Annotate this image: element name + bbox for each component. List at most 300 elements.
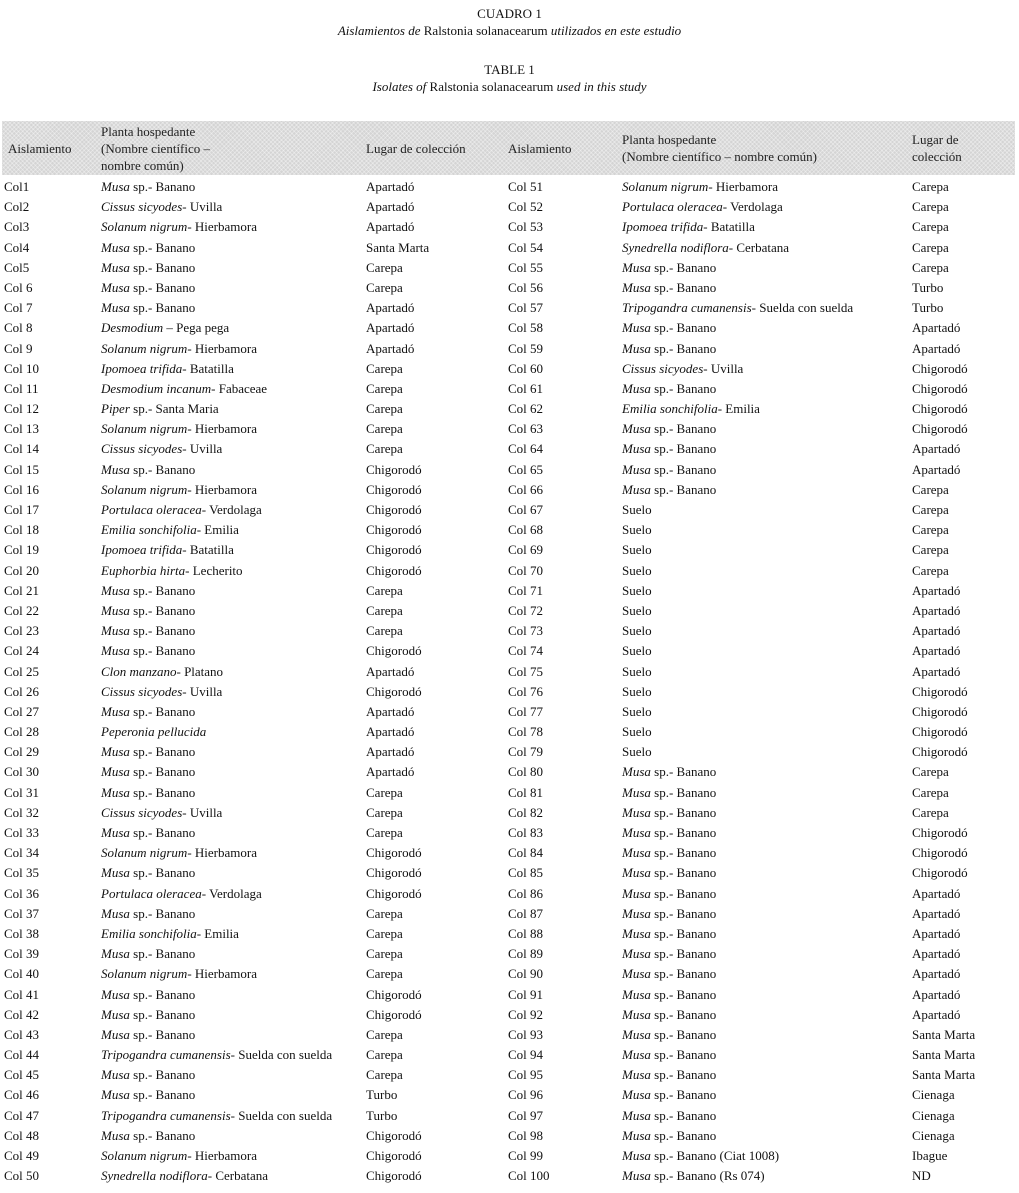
scientific-name: Musa bbox=[622, 421, 651, 437]
table-row bbox=[0, 682, 1019, 702]
common-name: sp.- Banano bbox=[129, 582, 196, 598]
isolate-cell: Col 58 bbox=[508, 320, 544, 336]
location-cell: Apartadó bbox=[366, 219, 415, 235]
common-name: sp.- Banano bbox=[129, 179, 196, 194]
location-cell: Apartadó bbox=[366, 663, 415, 679]
table-row bbox=[0, 863, 1019, 883]
common-name: sp.- Banano bbox=[650, 380, 717, 396]
isolate-cell: Col 65 bbox=[508, 461, 544, 477]
location-cell: Apartadó bbox=[366, 300, 415, 316]
host-cell bbox=[101, 1126, 195, 1146]
host-cell bbox=[622, 500, 652, 520]
scientific-name: Musa bbox=[101, 1087, 130, 1103]
scientific-name: Emilia sonchifolia bbox=[101, 925, 197, 941]
location-cell: Carepa bbox=[366, 259, 403, 275]
location-cell: Chigorodó bbox=[366, 986, 422, 1002]
host-cell bbox=[622, 783, 716, 803]
host-cell bbox=[622, 379, 716, 399]
location-cell: Carepa bbox=[366, 804, 403, 820]
common-name: sp.- Banano bbox=[650, 441, 717, 457]
host-cell bbox=[101, 561, 243, 581]
isolate-cell: Col 27 bbox=[4, 703, 40, 719]
isolate-cell: Col 94 bbox=[508, 1047, 544, 1063]
common-name: sp.- Banano (Rs 074) bbox=[650, 1168, 765, 1184]
table-row bbox=[0, 500, 1019, 520]
host-cell bbox=[622, 823, 716, 843]
location-cell: Chigorodó bbox=[366, 1168, 422, 1184]
isolate-cell: Col 73 bbox=[508, 623, 544, 639]
common-name: Suelo bbox=[622, 602, 652, 618]
common-name: Suelo bbox=[622, 724, 652, 740]
common-name: - Hierbamora bbox=[187, 845, 257, 861]
common-name: - Uvilla bbox=[703, 360, 744, 376]
location-cell: Apartadó bbox=[366, 340, 415, 356]
isolate-cell: Col 98 bbox=[508, 1127, 544, 1143]
host-cell bbox=[101, 985, 195, 1005]
location-cell: Apartadó bbox=[912, 946, 961, 962]
isolate-cell: Col 59 bbox=[508, 340, 544, 356]
isolate-cell: Col 77 bbox=[508, 703, 544, 719]
common-name: Suelo bbox=[622, 744, 652, 760]
isolate-cell: Col 10 bbox=[4, 360, 40, 376]
isolate-cell: Col 57 bbox=[508, 300, 544, 316]
table-header bbox=[2, 121, 1015, 175]
location-cell: Apartadó bbox=[912, 340, 961, 356]
location-cell: Chigorodó bbox=[912, 380, 968, 396]
common-name: - Hierbamora bbox=[187, 1148, 257, 1163]
host-cell bbox=[101, 520, 239, 540]
host-cell bbox=[622, 540, 652, 560]
location-cell: Chigorodó bbox=[912, 360, 968, 376]
isolate-cell: Col 39 bbox=[4, 946, 40, 962]
scientific-name: Desmodium incanum bbox=[101, 380, 212, 396]
scientific-name: Musa bbox=[622, 340, 651, 356]
table-row bbox=[0, 540, 1019, 560]
isolate-cell: Col 15 bbox=[4, 461, 40, 477]
isolate-cell: Col 86 bbox=[508, 885, 544, 901]
table-row bbox=[0, 419, 1019, 439]
host-cell bbox=[101, 359, 234, 379]
common-name: sp.- Banano bbox=[129, 461, 196, 477]
scientific-name: Emilia sonchifolia bbox=[101, 522, 197, 538]
host-cell bbox=[622, 460, 716, 480]
table-row bbox=[0, 1025, 1019, 1045]
scientific-name: Musa bbox=[622, 461, 651, 477]
isolate-cell: Col 20 bbox=[4, 562, 40, 578]
host-cell bbox=[622, 1166, 765, 1186]
table-row bbox=[0, 762, 1019, 782]
scientific-name: Musa bbox=[622, 1067, 651, 1083]
caption-en-title bbox=[0, 79, 1019, 95]
common-name: - Hierbamora bbox=[187, 421, 257, 437]
scientific-name: Euphorbia hirta bbox=[101, 562, 186, 578]
host-cell bbox=[622, 641, 652, 661]
common-name: sp.- Banano bbox=[129, 703, 196, 719]
location-cell: Apartadó bbox=[366, 199, 415, 215]
location-cell: Apartadó bbox=[366, 724, 415, 740]
location-cell: Carepa bbox=[366, 946, 403, 962]
scientific-name: Musa bbox=[622, 1087, 651, 1103]
common-name: sp.- Banano bbox=[650, 966, 717, 982]
isolate-cell: Col 21 bbox=[4, 582, 40, 598]
isolate-cell: Col 63 bbox=[508, 421, 544, 437]
location-cell: Apartadó bbox=[912, 663, 961, 679]
location-cell: Carepa bbox=[366, 360, 403, 376]
location-cell: Apartadó bbox=[366, 744, 415, 760]
common-name: sp.- Banano bbox=[129, 259, 196, 275]
isolate-cell: Col 56 bbox=[508, 279, 544, 295]
common-name: sp.- Banano bbox=[650, 865, 717, 881]
isolate-cell: Col 54 bbox=[508, 239, 544, 255]
scientific-name: Musa bbox=[622, 764, 651, 780]
scientific-name: Musa bbox=[622, 784, 651, 800]
scientific-name: Cissus sicyodes bbox=[101, 199, 183, 215]
location-cell: Chigorodó bbox=[912, 865, 968, 881]
common-name: sp.- Banano bbox=[129, 1087, 196, 1103]
location-cell: Carepa bbox=[366, 279, 403, 295]
scientific-name: Tripogandra cumanensis bbox=[622, 300, 752, 316]
common-name: - Suelda con suelda bbox=[230, 1107, 333, 1123]
host-cell bbox=[622, 964, 716, 984]
host-cell bbox=[622, 601, 652, 621]
table-row bbox=[0, 1085, 1019, 1105]
isolate-cell: Col 28 bbox=[4, 724, 40, 740]
scientific-name: Solanum nigrum bbox=[101, 219, 188, 235]
location-cell: Chigorodó bbox=[366, 683, 422, 699]
scientific-name: Musa bbox=[101, 905, 130, 921]
common-name: sp.- Banano bbox=[129, 623, 196, 639]
table-row bbox=[0, 177, 1019, 197]
location-cell: Apartadó bbox=[912, 461, 961, 477]
host-cell bbox=[622, 843, 716, 863]
location-cell: Cienaga bbox=[912, 1127, 955, 1143]
table-row bbox=[0, 238, 1019, 258]
scientific-name: Musa bbox=[101, 764, 130, 780]
isolate-cell: Col 25 bbox=[4, 663, 40, 679]
scientific-name: Musa bbox=[622, 1168, 651, 1184]
host-cell bbox=[101, 863, 195, 883]
caption-en-text-a: Isolates of bbox=[372, 79, 430, 94]
isolate-cell: Col 44 bbox=[4, 1047, 40, 1063]
scientific-name: Ipomoea trifida bbox=[101, 360, 183, 376]
table-row bbox=[0, 1045, 1019, 1065]
location-cell: Carepa bbox=[912, 542, 949, 558]
isolate-cell: Col 40 bbox=[4, 966, 40, 982]
common-name: sp.- Banano bbox=[650, 259, 717, 275]
scientific-name: Musa bbox=[101, 784, 130, 800]
isolate-cell: Col 87 bbox=[508, 905, 544, 921]
scientific-name: Musa bbox=[622, 481, 651, 497]
scientific-name: Musa bbox=[101, 602, 130, 618]
table-body bbox=[0, 177, 1019, 1186]
host-cell bbox=[101, 1045, 332, 1065]
table-row bbox=[0, 439, 1019, 459]
location-cell: Carepa bbox=[366, 421, 403, 437]
isolate-cell: Col 13 bbox=[4, 421, 40, 437]
common-name: - Emilia bbox=[196, 925, 239, 941]
common-name: sp.- Banano bbox=[650, 1087, 717, 1103]
scientific-name: Musa bbox=[622, 1148, 651, 1163]
host-cell bbox=[622, 238, 789, 258]
scientific-name: Musa bbox=[622, 865, 651, 881]
host-cell bbox=[622, 742, 652, 762]
isolate-cell: Col 33 bbox=[4, 825, 40, 840]
location-cell: Apartadó bbox=[912, 320, 961, 336]
common-name: - Cerbatana bbox=[728, 239, 790, 255]
isolate-cell: Col 93 bbox=[508, 1026, 544, 1042]
isolate-cell: Col4 bbox=[4, 239, 30, 255]
common-name: sp.- Banano bbox=[129, 865, 196, 881]
common-name: sp.- Banano bbox=[650, 825, 717, 840]
scientific-name: Ipomoea trifida bbox=[101, 542, 183, 558]
isolate-cell: Col 18 bbox=[4, 522, 40, 538]
location-cell: Carepa bbox=[912, 784, 949, 800]
host-cell bbox=[622, 520, 652, 540]
table-row bbox=[0, 1126, 1019, 1146]
location-cell: Apartadó bbox=[366, 179, 415, 194]
host-cell bbox=[622, 561, 652, 581]
scientific-name: Musa bbox=[101, 825, 130, 840]
location-cell: Carepa bbox=[366, 1067, 403, 1083]
location-cell: ND bbox=[912, 1168, 931, 1184]
host-cell bbox=[622, 1106, 716, 1126]
location-cell: Apartadó bbox=[912, 582, 961, 598]
location-cell: Chigorodó bbox=[366, 1006, 422, 1022]
isolate-cell: Col 90 bbox=[508, 966, 544, 982]
isolate-cell: Col 88 bbox=[508, 925, 544, 941]
scientific-name: Musa bbox=[622, 1127, 651, 1143]
location-cell: Chigorodó bbox=[912, 744, 968, 760]
header-host-left-line3: nombre común) bbox=[101, 158, 184, 173]
common-name: sp.- Banano bbox=[129, 744, 196, 760]
isolate-cell: Col 79 bbox=[508, 744, 544, 760]
common-name: - Lecherito bbox=[185, 562, 243, 578]
isolate-cell: Col 12 bbox=[4, 401, 40, 417]
table-row bbox=[0, 339, 1019, 359]
isolate-cell: Col 9 bbox=[4, 340, 33, 356]
location-cell: Carepa bbox=[366, 784, 403, 800]
host-cell bbox=[622, 298, 853, 318]
common-name: sp.- Banano bbox=[650, 804, 717, 820]
isolate-cell: Col 32 bbox=[4, 804, 40, 820]
location-cell: Chigorodó bbox=[912, 683, 968, 699]
caption-es-text-a: Aislamientos de bbox=[337, 23, 424, 38]
host-cell bbox=[101, 742, 195, 762]
isolate-cell: Col 99 bbox=[508, 1148, 544, 1163]
location-cell: Apartadó bbox=[912, 623, 961, 639]
scientific-name: Musa bbox=[101, 259, 130, 275]
common-name: - Platano bbox=[176, 663, 224, 679]
table-row bbox=[0, 399, 1019, 419]
isolate-cell: Col 47 bbox=[4, 1107, 40, 1123]
scientific-name: Peperonia pellucida bbox=[101, 724, 207, 740]
common-name: - Hierbamora bbox=[187, 966, 257, 982]
common-name: sp.- Banano bbox=[129, 905, 196, 921]
isolate-cell: Col 49 bbox=[4, 1148, 40, 1163]
table-row bbox=[0, 359, 1019, 379]
isolate-cell: Col 11 bbox=[4, 380, 39, 396]
isolate-cell: Col5 bbox=[4, 259, 30, 275]
host-cell bbox=[622, 258, 716, 278]
location-cell: Cienaga bbox=[912, 1087, 955, 1103]
host-cell bbox=[622, 884, 716, 904]
host-cell bbox=[101, 1106, 332, 1126]
scientific-name: Musa bbox=[101, 239, 130, 255]
common-name: Suelo bbox=[622, 623, 652, 639]
host-cell bbox=[101, 399, 219, 419]
common-name: - Verdolaga bbox=[722, 199, 783, 215]
table-row bbox=[0, 217, 1019, 237]
scientific-name: Musa bbox=[622, 380, 651, 396]
location-cell: Turbo bbox=[366, 1107, 398, 1123]
host-cell bbox=[622, 702, 652, 722]
table-row bbox=[0, 783, 1019, 803]
location-cell: Carepa bbox=[912, 259, 949, 275]
location-cell: Carepa bbox=[366, 966, 403, 982]
scientific-name: Ipomoea trifida bbox=[622, 219, 704, 235]
common-name: - Uvilla bbox=[182, 804, 223, 820]
table-row bbox=[0, 884, 1019, 904]
header-host-left-line1: Planta hospedante bbox=[101, 124, 196, 139]
isolate-cell: Col1 bbox=[4, 179, 30, 194]
location-cell: Carepa bbox=[912, 522, 949, 538]
scientific-name: Musa bbox=[622, 825, 651, 840]
isolate-cell: Col 84 bbox=[508, 845, 544, 861]
host-cell bbox=[622, 318, 716, 338]
isolate-cell: Col 29 bbox=[4, 744, 40, 760]
scientific-name: Cissus sicyodes bbox=[101, 804, 183, 820]
common-name: sp.- Banano bbox=[650, 1127, 717, 1143]
location-cell: Chigorodó bbox=[366, 562, 422, 578]
header-location-right-line1: Lugar de bbox=[912, 132, 959, 147]
host-cell bbox=[101, 884, 262, 904]
location-cell: Chigorodó bbox=[366, 885, 422, 901]
isolate-cell: Col 66 bbox=[508, 481, 544, 497]
isolate-cell: Col 91 bbox=[508, 986, 544, 1002]
scientific-name: Clon manzano bbox=[101, 663, 177, 679]
table-row bbox=[0, 843, 1019, 863]
location-cell: Ibague bbox=[912, 1148, 948, 1163]
location-cell: Carepa bbox=[366, 825, 403, 840]
common-name: - Emilia bbox=[196, 522, 239, 538]
location-cell: Carepa bbox=[366, 925, 403, 941]
host-cell bbox=[101, 1146, 257, 1166]
scientific-name: Musa bbox=[101, 744, 130, 760]
isolate-cell: Col 67 bbox=[508, 502, 544, 517]
location-cell: Apartadó bbox=[912, 905, 961, 921]
common-name: sp.- Banano bbox=[650, 905, 717, 921]
location-cell: Chigorodó bbox=[912, 825, 968, 840]
location-cell: Carepa bbox=[912, 219, 949, 235]
location-cell: Chigorodó bbox=[366, 1148, 422, 1163]
table-row bbox=[0, 197, 1019, 217]
common-name: - Emilia bbox=[717, 401, 760, 417]
table-row bbox=[0, 258, 1019, 278]
location-cell: Apartadó bbox=[912, 885, 961, 901]
location-cell: Carepa bbox=[912, 179, 949, 194]
location-cell: Turbo bbox=[366, 1087, 398, 1103]
host-cell bbox=[101, 702, 195, 722]
common-name: Suelo bbox=[622, 703, 652, 719]
scientific-name: Musa bbox=[101, 703, 130, 719]
common-name: sp.- Banano bbox=[129, 602, 196, 618]
header-host-right-line1: Planta hospedante bbox=[622, 132, 717, 147]
scientific-name: Musa bbox=[622, 966, 651, 982]
header-host-right bbox=[622, 131, 817, 165]
host-cell bbox=[101, 318, 229, 338]
common-name: Suelo bbox=[622, 582, 652, 598]
host-cell bbox=[622, 662, 652, 682]
table-row bbox=[0, 662, 1019, 682]
isolate-cell: Col 68 bbox=[508, 522, 544, 538]
common-name: sp.- Banano bbox=[650, 320, 717, 336]
host-cell bbox=[101, 419, 257, 439]
isolate-cell: Col 69 bbox=[508, 542, 544, 558]
table-row bbox=[0, 964, 1019, 984]
scientific-name: Musa bbox=[101, 643, 130, 659]
host-cell bbox=[101, 1025, 195, 1045]
isolate-cell: Col 8 bbox=[4, 320, 33, 336]
scientific-name: Cissus sicyodes bbox=[101, 683, 183, 699]
scientific-name: Musa bbox=[622, 1006, 651, 1022]
table-row bbox=[0, 803, 1019, 823]
table-row bbox=[0, 318, 1019, 338]
common-name: sp.- Banano bbox=[650, 784, 717, 800]
scientific-name: Solanum nigrum bbox=[101, 421, 188, 437]
isolate-cell: Col 64 bbox=[508, 441, 544, 457]
isolate-cell: Col 41 bbox=[4, 986, 40, 1002]
host-cell bbox=[101, 540, 234, 560]
table-row bbox=[0, 278, 1019, 298]
common-name: - Batatilla bbox=[703, 219, 755, 235]
location-cell: Carepa bbox=[366, 380, 403, 396]
host-cell bbox=[101, 1085, 195, 1105]
host-cell bbox=[101, 298, 195, 318]
scientific-name: Tripogandra cumanensis bbox=[101, 1107, 231, 1123]
host-cell bbox=[101, 601, 195, 621]
table-row bbox=[0, 944, 1019, 964]
isolate-cell: Col2 bbox=[4, 199, 30, 215]
host-cell bbox=[101, 944, 195, 964]
header-location: Lugar de colección bbox=[366, 141, 466, 156]
location-cell: Carepa bbox=[912, 481, 949, 497]
host-cell bbox=[622, 1005, 716, 1025]
host-cell bbox=[622, 803, 716, 823]
scientific-name: Desmodium bbox=[101, 320, 164, 336]
host-cell bbox=[101, 823, 195, 843]
scientific-name: Synedrella nodiflora bbox=[101, 1168, 208, 1184]
isolate-cell: Col 22 bbox=[4, 602, 40, 618]
host-cell bbox=[622, 944, 716, 964]
isolate-cell: Col 97 bbox=[508, 1107, 544, 1123]
common-name: sp.- Santa Maria bbox=[129, 401, 219, 417]
common-name: sp.- Banano bbox=[129, 764, 196, 780]
table-row bbox=[0, 985, 1019, 1005]
location-cell: Apartadó bbox=[912, 925, 961, 941]
location-cell: Apartadó bbox=[366, 703, 415, 719]
common-name: sp.- Banano bbox=[129, 986, 196, 1002]
common-name: - Uvilla bbox=[182, 683, 223, 699]
location-cell: Chigorodó bbox=[366, 481, 422, 497]
host-cell bbox=[101, 783, 195, 803]
header-host-left-line2: (Nombre científico – bbox=[101, 141, 211, 156]
common-name: sp.- Banano bbox=[650, 925, 717, 941]
host-cell bbox=[622, 1025, 716, 1045]
isolate-cell: Col 6 bbox=[4, 279, 33, 295]
host-cell bbox=[101, 238, 195, 258]
table-row bbox=[0, 480, 1019, 500]
isolate-cell: Col 31 bbox=[4, 784, 40, 800]
